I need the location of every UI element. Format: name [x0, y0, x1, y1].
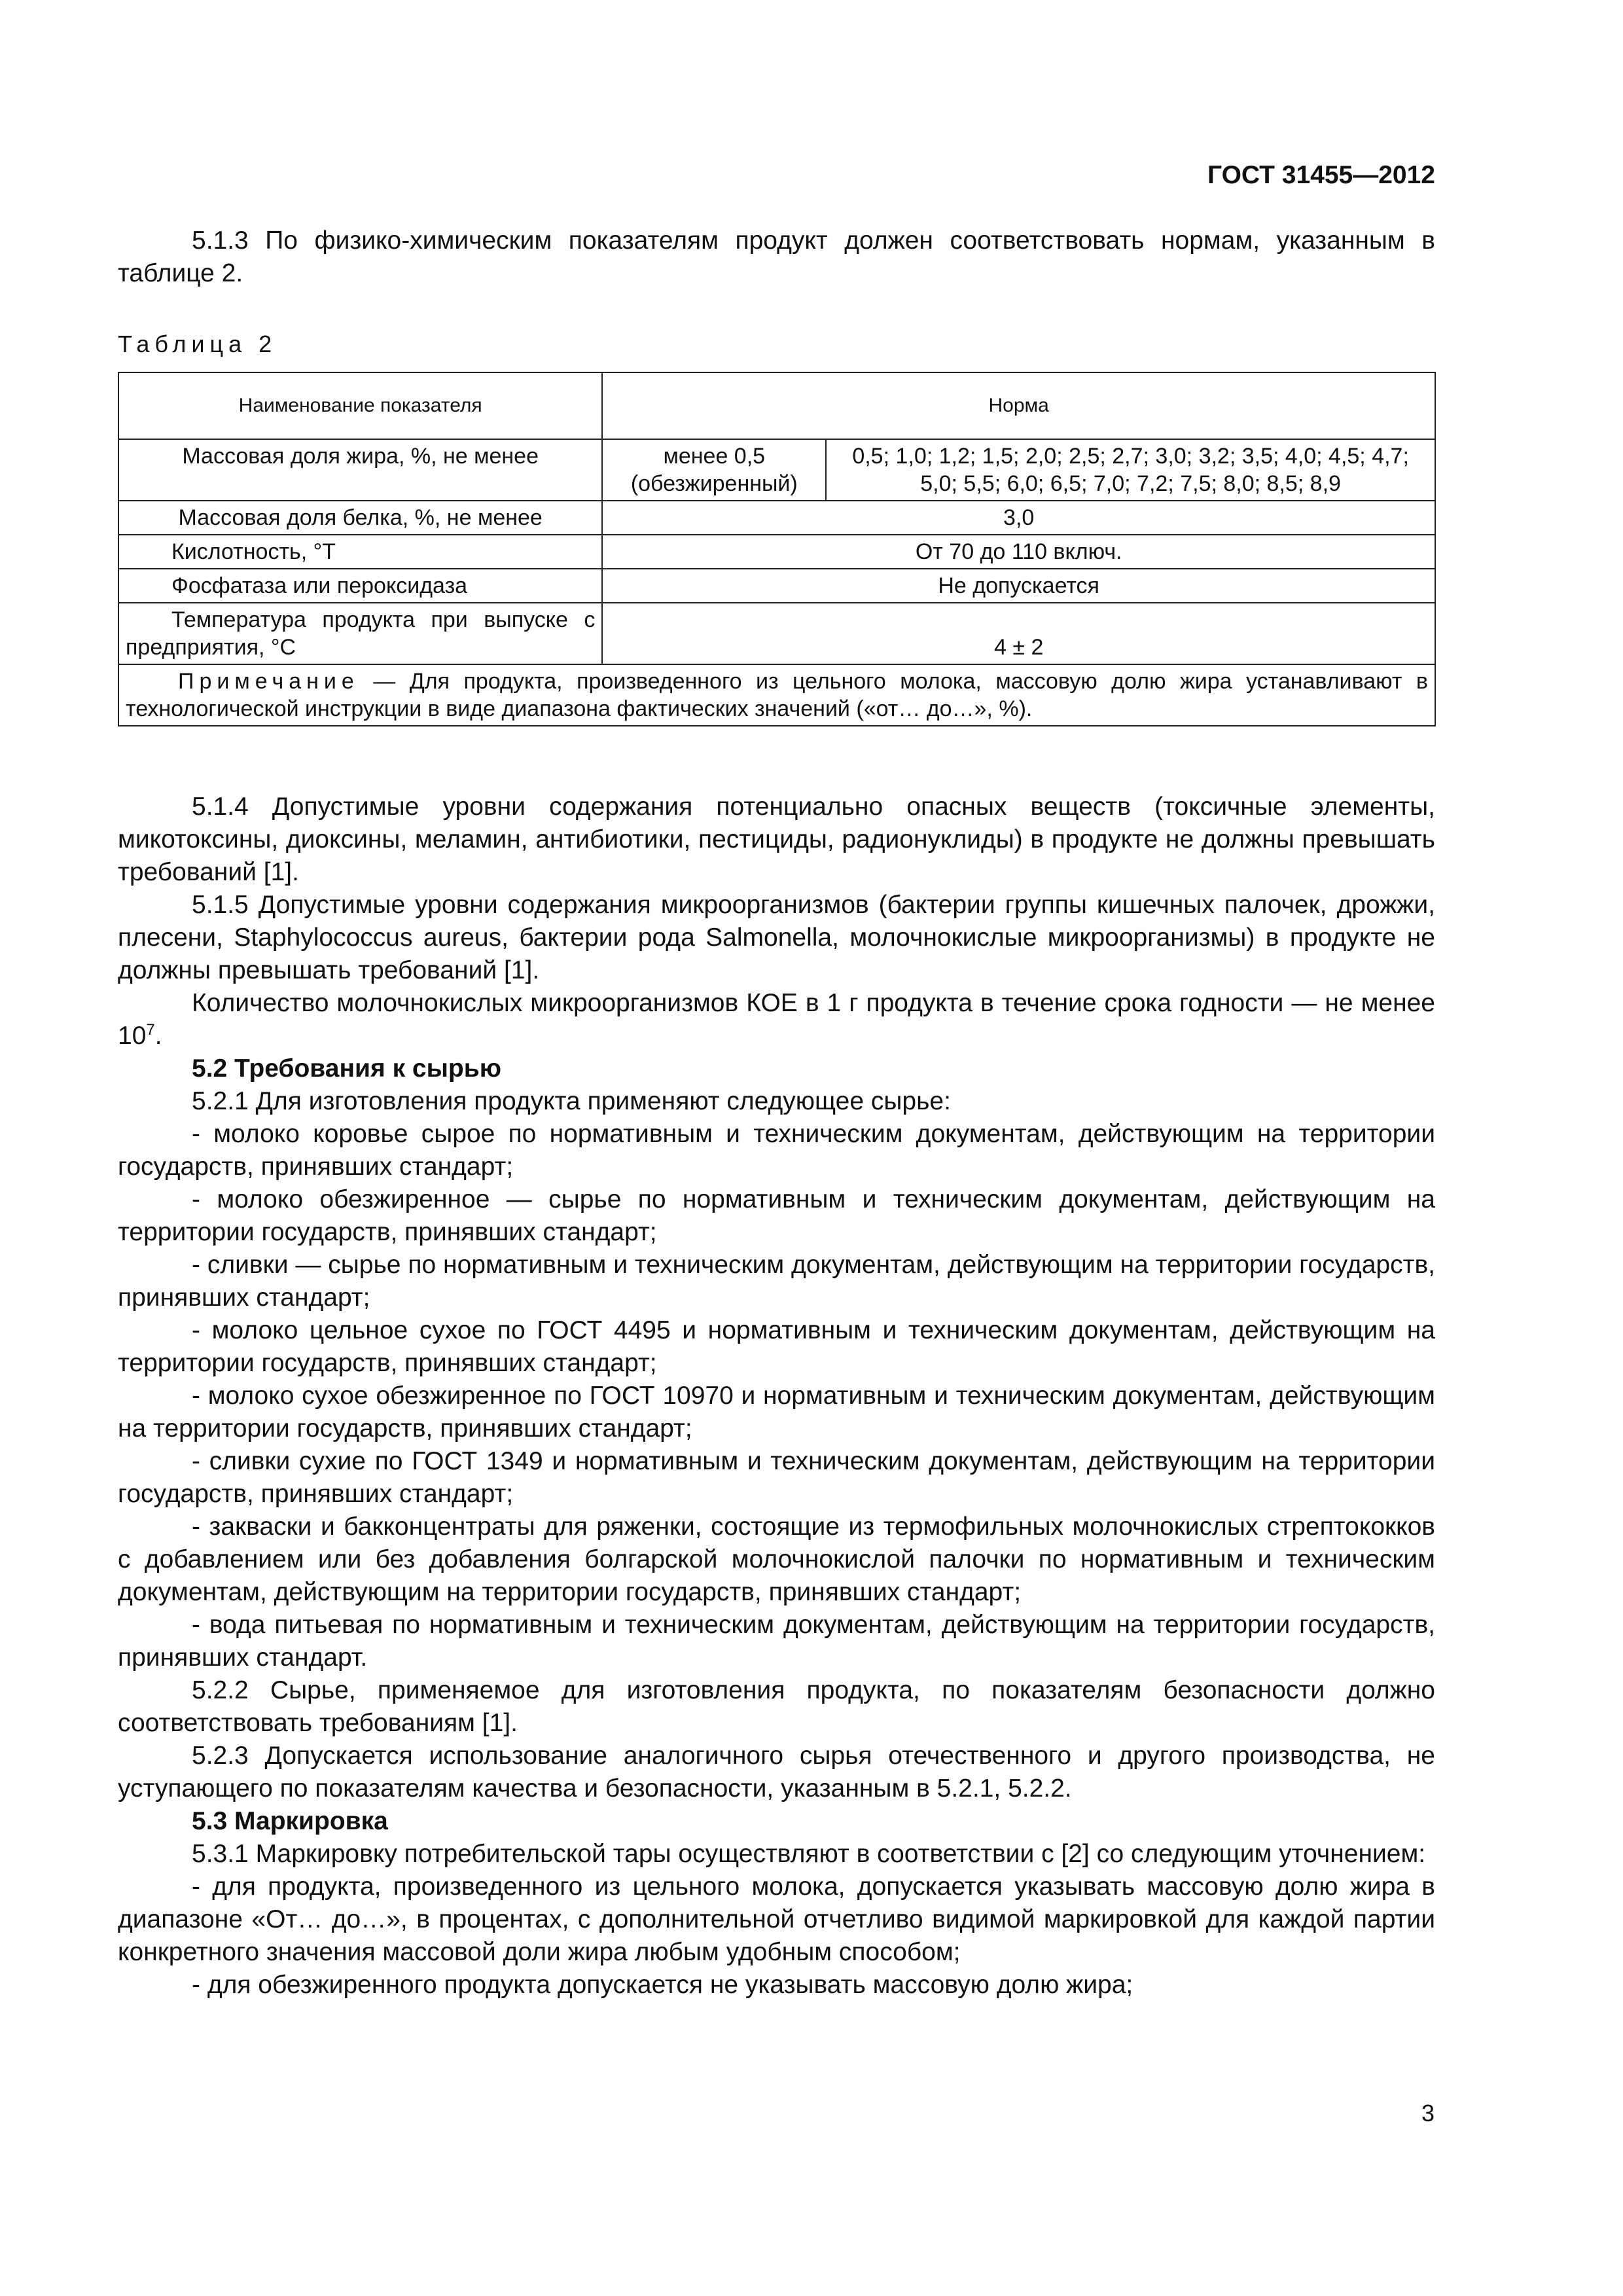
note-label: Примечание	[178, 669, 359, 694]
header-norm: Норма	[602, 372, 1435, 439]
list-item: - для продукта, произведенного из цельного молока, допускается указывать массовую долю жира в диапазоне «От… до…», в процентах, с дополнительной отчетливо видимой маркировкой для каждой партии конкретного значения массовой доли жира любым удобным способом;	[118, 1873, 1435, 1966]
row-norm-a: менее 0,5 (обезжиренный)	[602, 439, 826, 501]
note-text: — Для продукта, произведенного из цельного молока, массовую долю жира устанавливают в технологической инструкции в виде диапазона фактических значений («от… до…», %).	[126, 669, 1428, 721]
row-name: Массовая доля жира, %, не менее	[118, 439, 602, 501]
list-item: - сливки сухие по ГОСТ 1349 и нормативным и техническим документам, действующим на территории государств, принявших стандарт;	[118, 1447, 1435, 1508]
paragraph-5-2-2: 5.2.2 Сырье, применяемое для изготовления продукта, по показателям безопасности должно соответствовать требованиям [1].	[118, 1676, 1435, 1737]
table-header-row	[118, 372, 1435, 439]
intro-block	[118, 224, 1435, 290]
row-name: Массовая доля белка, %, не менее	[118, 501, 602, 535]
paragraph-5-1-5: 5.1.5 Допустимые уровни содержания микроорганизмов (бактерии группы кишечных палочек, дрожжи, плесени, Staphylococcus aureus, бактерии рода Salmonella, молочнокислые микроорганизмы) в продукте не должны превышать требований [1].	[118, 891, 1435, 984]
page-number: 3	[1421, 2100, 1435, 2126]
table-note	[118, 664, 1435, 726]
list-item: - молоко коровье сырое по нормативным и техническим документам, действующим на территории государств, принявших стандарт;	[118, 1120, 1435, 1181]
row-name: Фосфатаза или пероксидаза	[118, 569, 602, 603]
list-item: - молоко сухое обезжиренное по ГОСТ 10970 и нормативным и техническим документам, действующим на территории государств, принявших стандарт;	[118, 1382, 1435, 1443]
row-name: Кислотность, °Т	[118, 535, 602, 569]
table-row	[118, 501, 1435, 535]
table-caption: Таблица 2	[118, 331, 277, 357]
norms-table	[118, 372, 1436, 726]
lactic-exponent: 7	[146, 1021, 155, 1039]
section-5-3-title: 5.3 Маркировка	[192, 1807, 388, 1835]
body-text	[118, 791, 1435, 2001]
list-item: - закваски и бакконцентраты для ряженки, состоящие из термофильных молочнокислых стрептококков с добавлением или без добавления болгарской молочнокислой палочки по нормативным и техническим документам, действующим на территории государств, принявших стандарт;	[118, 1513, 1435, 1606]
row-norm: 4 ± 2	[602, 603, 1435, 664]
list-item: - молоко обезжиренное — сырье по нормативным и техническим документам, действующим на территории государств, принявших стандарт;	[118, 1185, 1435, 1246]
table-note-row	[118, 664, 1435, 726]
lactic-text: Количество молочнокислых микроорганизмов КОЕ в 1 г продукта в течение срока годности — не менее 10	[118, 989, 1435, 1050]
document-code: ГОСТ 31455—2012	[1207, 161, 1435, 189]
row-norm: 3,0	[602, 501, 1435, 535]
table-row	[118, 603, 1435, 664]
list-item: - для обезжиренного продукта допускается не указывать массовую долю жира;	[192, 1971, 1133, 1999]
paragraph-5-1-4: 5.1.4 Допустимые уровни содержания потенциально опасных веществ (токсичные элементы, микотоксины, диоксины, меламин, антибиотики, пестициды, радионуклиды) в продукте не должны превышать требований [1].	[118, 793, 1435, 886]
list-item: - вода питьевая по нормативным и техническим документам, действующим на территории государств, принявших стандарт.	[118, 1611, 1435, 1672]
row-norm-b: 0,5; 1,0; 1,2; 1,5; 2,0; 2,5; 2,7; 3,0; 3,2; 3,5; 4,0; 4,5; 4,7; 5,0; 5,5; 6,0; 6,5; 7,0; 7,2; 7,5; 8,0; 8,5; 8,9	[826, 439, 1435, 501]
row-norm: От 70 до 110 включ.	[602, 535, 1435, 569]
row-norm: Не допускается	[602, 569, 1435, 603]
paragraph-lactic	[118, 987, 1435, 1052]
table-row	[118, 439, 1435, 501]
lactic-end: .	[154, 1022, 162, 1050]
paragraph-5-1-3: 5.1.3 По физико-химическим показателям продукт должен соответствовать нормам, указанным в таблице 2.	[118, 226, 1435, 287]
list-item: - молоко цельное сухое по ГОСТ 4495 и нормативным и техническим документам, действующим на территории государств, принявших стандарт;	[118, 1316, 1435, 1377]
row-name: Температура продукта при выпуске с предприятия, °С	[118, 603, 602, 664]
list-item: - сливки — сырье по нормативным и техническим документам, действующим на территории государств, принявших стандарт;	[118, 1251, 1435, 1312]
paragraph-5-2-3: 5.2.3 Допускается использование аналогичного сырья отечественного и другого производства, не уступающего по показателям качества и безопасности, указанным в 5.2.1, 5.2.2.	[118, 1742, 1435, 1803]
paragraph-5-2-1: 5.2.1 Для изготовления продукта применяют следующее сырье:	[192, 1087, 951, 1115]
table-row	[118, 535, 1435, 569]
header-name: Наименование показателя	[118, 372, 602, 439]
table-row	[118, 569, 1435, 603]
paragraph-5-3-1: 5.3.1 Маркировку потребительской тары осуществляют в соответствии с [2] со следующим уточнением:	[192, 1840, 1426, 1868]
section-5-2-title: 5.2 Требования к сырью	[192, 1054, 502, 1083]
